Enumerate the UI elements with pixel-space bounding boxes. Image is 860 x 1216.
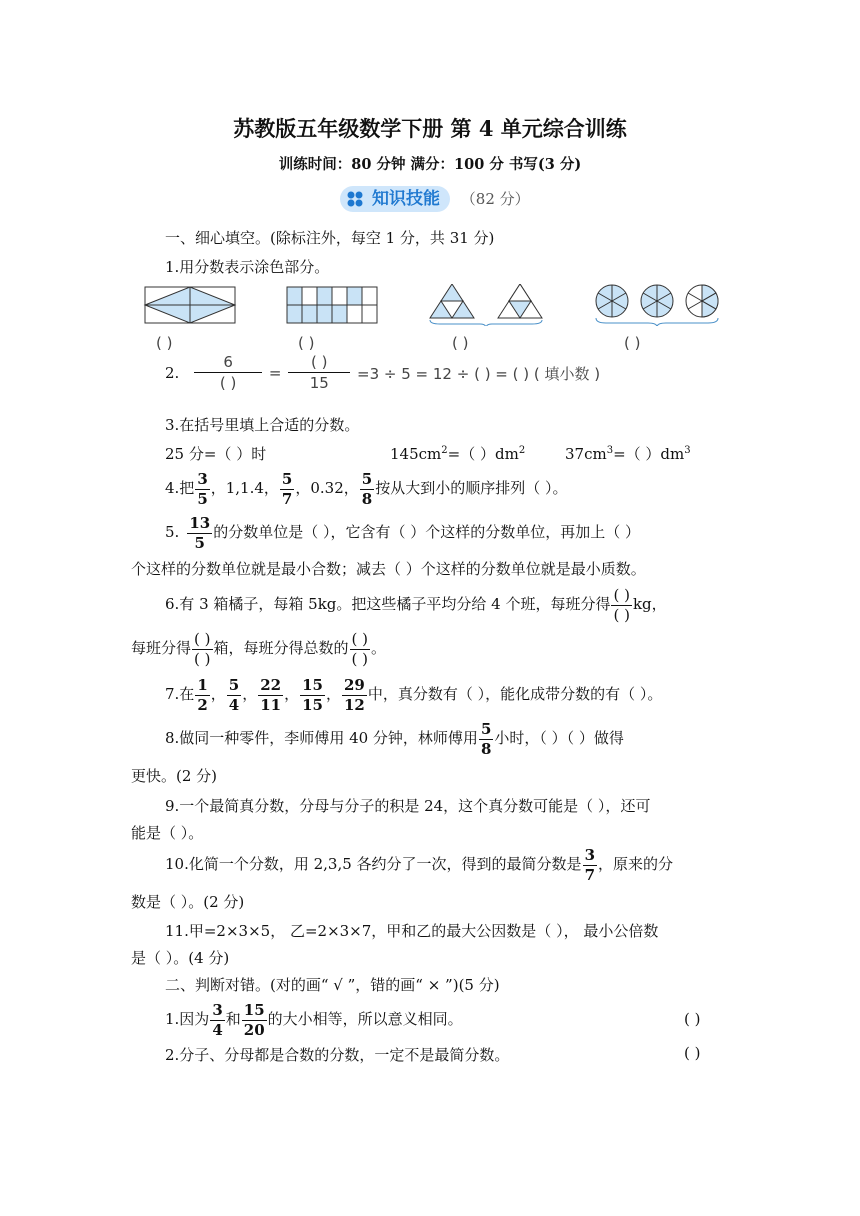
q10-line-2: 数是（ ）。(2 分) bbox=[131, 893, 245, 911]
j1-fraction-1 bbox=[210, 1000, 224, 1039]
q6-unit2: 箱，每班分得总数的 bbox=[213, 639, 349, 657]
q7-f5-d: 12 bbox=[344, 695, 365, 714]
j1-post: 的大小相等，所以意义相同。 bbox=[267, 1010, 463, 1028]
q6-unit1: kg， bbox=[632, 595, 667, 613]
q6-f2-d[interactable]: ( ) bbox=[194, 649, 211, 668]
q3-b-sup2: 2 bbox=[518, 445, 526, 456]
j1-f1-n: 3 bbox=[212, 1000, 223, 1019]
q5-line-2: 个这样的分数单位就是最小合数；减去（ ）个这样的分数单位就是最小质数。 bbox=[131, 560, 646, 578]
judge-question-2: 2.分子、分母都是合数的分数，一定不是最简分数。 bbox=[165, 1046, 510, 1064]
j1-answer-paren[interactable]: ( ) bbox=[684, 1010, 701, 1028]
q7-f5-n: 29 bbox=[344, 675, 365, 694]
q3-part-a: 25 分=（ ）时 bbox=[165, 445, 267, 463]
figure-circles bbox=[596, 285, 718, 326]
j1-pre: 1.因为 bbox=[165, 1010, 210, 1028]
q3-c-sup2: 3 bbox=[684, 445, 691, 456]
q4-f3-d: 8 bbox=[361, 489, 373, 508]
j2-answer-paren[interactable]: ( ) bbox=[684, 1044, 701, 1062]
question-10 bbox=[165, 842, 673, 886]
q11-line-2: 是（ ）。(4 分) bbox=[131, 949, 230, 967]
badge-pill bbox=[340, 186, 450, 212]
judge-question-1 bbox=[165, 997, 463, 1041]
question-3: 3.在括号里填上合适的分数。 bbox=[165, 416, 360, 434]
page-title: 苏教版五年级数学下册 第 4 单元综合训练 bbox=[233, 116, 627, 141]
q8-post: 小时，（ ）（ ）做得 bbox=[494, 729, 624, 747]
q7-f2-d: 4 bbox=[228, 695, 240, 714]
question-7 bbox=[165, 672, 662, 716]
question-4 bbox=[165, 466, 567, 510]
q10-pre: 10.化简一个分数，用 2,3,5 各约分了一次，得到的最简分数是 bbox=[165, 855, 582, 873]
q4-mid2: ，0.32， bbox=[295, 479, 359, 497]
q7-fraction-2 bbox=[227, 675, 241, 714]
q4-fraction-2 bbox=[280, 469, 294, 508]
q4-f2-n: 5 bbox=[281, 469, 293, 488]
q7-sep: ， bbox=[325, 685, 341, 703]
q2-f1-numerator: 6 bbox=[194, 355, 262, 373]
q3-b-pre: 145cm bbox=[390, 445, 442, 463]
q4-f1-n: 3 bbox=[197, 469, 208, 488]
q7-f4-n: 15 bbox=[302, 675, 323, 694]
q6-f1-n[interactable]: ( ) bbox=[613, 585, 630, 604]
q7-sep: ， bbox=[284, 685, 300, 703]
q6-f3-n[interactable]: ( ) bbox=[351, 629, 368, 648]
q10-f-n: 3 bbox=[584, 845, 595, 864]
q5-fraction bbox=[187, 513, 212, 552]
q8-fraction bbox=[479, 719, 493, 758]
q7-sep: ， bbox=[210, 685, 226, 703]
j1-f2-d: 20 bbox=[243, 1020, 265, 1039]
q2-fraction-2 bbox=[288, 355, 350, 391]
q6-line-2 bbox=[131, 626, 386, 670]
clover-icon bbox=[346, 191, 364, 207]
q3-c-sup: 3 bbox=[606, 445, 614, 456]
q2-number: 2. bbox=[165, 364, 180, 382]
q8-f-d: 8 bbox=[480, 739, 492, 758]
badge-label: 知识技能 bbox=[372, 189, 440, 209]
q5-f-n: 13 bbox=[189, 513, 211, 532]
q6-line2-pre: 每班分得 bbox=[131, 639, 192, 657]
q8-f-n: 5 bbox=[480, 719, 492, 738]
q4-f2-d: 7 bbox=[281, 489, 293, 508]
q8-pre: 8.做同一种零件，李师傅用 40 分钟，林师傅用 bbox=[165, 729, 478, 747]
q6-f1-d[interactable]: ( ) bbox=[613, 605, 630, 624]
q7-fraction-4 bbox=[300, 675, 325, 714]
q7-post: 中，真分数有（ ），能化成带分数的有（ ）。 bbox=[367, 685, 663, 703]
q7-f3-d: 11 bbox=[260, 695, 282, 714]
question-11: 11.甲=2×3×5， 乙=2×3×7，甲和乙的最大公因数是（ ）， 最小公倍数 bbox=[165, 922, 659, 940]
q7-f4-d: 15 bbox=[302, 695, 323, 714]
question-2 bbox=[165, 355, 600, 395]
question-8 bbox=[165, 716, 624, 760]
q4-post: 按从大到小的顺序排列（ ）。 bbox=[375, 479, 568, 497]
j1-fraction-2 bbox=[242, 1000, 267, 1039]
section-1-heading: 一、细心填空。(除标注外，每空 1 分，共 31 分) bbox=[165, 229, 495, 247]
q6-end: 。 bbox=[371, 639, 387, 657]
q1-blank-2[interactable]: ( ) bbox=[298, 334, 315, 352]
badge-score: （82 分） bbox=[460, 190, 530, 208]
q3-part-c bbox=[565, 443, 691, 464]
q3-b-mid: =（ ）dm bbox=[447, 445, 519, 463]
q2-f2-numerator[interactable]: ( ) bbox=[288, 355, 350, 373]
q6-f2-n[interactable]: ( ) bbox=[194, 629, 211, 648]
question-9: 9.一个最简真分数，分母与分子的积是 24，这个真分数可能是（ ），还可 bbox=[165, 797, 651, 815]
j1-f2-n: 15 bbox=[243, 1000, 265, 1019]
page-subtitle: 训练时间：80 分钟 满分：100 分 书写(3 分) bbox=[278, 156, 582, 173]
q6-fraction-1[interactable] bbox=[611, 585, 631, 624]
q3-part-b bbox=[390, 443, 525, 464]
q2-f2-denominator: 15 bbox=[309, 374, 329, 392]
q4-pre: 4.把 bbox=[165, 479, 195, 497]
figure-triangles bbox=[430, 284, 542, 326]
q6-f3-d[interactable]: ( ) bbox=[351, 649, 368, 668]
q2-equals: = bbox=[268, 364, 282, 382]
figure-rect-diamond bbox=[145, 287, 235, 323]
q3-c-pre: 37cm bbox=[565, 445, 607, 463]
q3-c-mid: =（ ）dm bbox=[613, 445, 685, 463]
q7-sep: ， bbox=[242, 685, 258, 703]
q7-f2-n: 5 bbox=[228, 675, 240, 694]
q7-f1-d: 2 bbox=[197, 695, 208, 714]
question-1: 1.用分数表示涂色部分。 bbox=[165, 258, 330, 276]
question-6 bbox=[165, 582, 667, 626]
q2-rest: =3 ÷ 5 = 12 ÷ ( ) = ( ) ( 填小数 ) bbox=[357, 364, 601, 383]
q6-pre: 6.有 3 箱橘子，每箱 5kg。把这些橘子平均分给 4 个班，每班分得 bbox=[165, 595, 611, 613]
q8-line-2: 更快。(2 分) bbox=[131, 767, 218, 785]
q7-fraction-1 bbox=[195, 675, 209, 714]
q4-fraction-3 bbox=[360, 469, 374, 508]
question-5 bbox=[165, 510, 640, 554]
section-badge bbox=[340, 186, 530, 212]
q5-pre: 5. bbox=[165, 523, 180, 541]
q4-f1-d: 5 bbox=[197, 489, 208, 508]
q1-blank-1[interactable]: ( ) bbox=[156, 334, 173, 352]
q5-f-d: 5 bbox=[194, 533, 205, 552]
q6-fraction-2[interactable] bbox=[192, 629, 212, 668]
q10-f-d: 7 bbox=[584, 865, 595, 884]
q4-f3-n: 5 bbox=[361, 469, 373, 488]
q1-blank-3[interactable]: ( ) bbox=[452, 334, 469, 352]
q7-f1-n: 1 bbox=[197, 675, 208, 694]
section-2-heading: 二、判断对错。(对的画“ √ ”，错的画“ × ”)(5 分) bbox=[165, 976, 500, 994]
j1-f1-d: 4 bbox=[212, 1020, 223, 1039]
q6-fraction-3[interactable] bbox=[350, 629, 370, 668]
q9-line-2: 能是（ ）。 bbox=[131, 824, 204, 842]
q10-fraction bbox=[583, 845, 597, 884]
q7-fraction-3 bbox=[258, 675, 283, 714]
q1-blank-4[interactable]: ( ) bbox=[624, 334, 641, 352]
q5-post: 的分数单位是（ ），它含有（ ）个这样的分数单位，再加上（ ） bbox=[213, 523, 640, 541]
q1-figures bbox=[140, 284, 740, 326]
j1-mid: 和 bbox=[225, 1010, 241, 1028]
q7-f3-n: 22 bbox=[260, 675, 282, 694]
q10-post: ，原来的分 bbox=[598, 855, 674, 873]
q7-pre: 7.在 bbox=[165, 685, 195, 703]
q4-fraction-1 bbox=[195, 469, 209, 508]
q2-f1-denominator[interactable]: ( ) bbox=[219, 374, 237, 392]
q3-b-sup: 2 bbox=[441, 445, 448, 456]
q2-fraction-1 bbox=[194, 355, 262, 391]
q4-mid1: ，1,1.4， bbox=[210, 479, 279, 497]
q7-fraction-5 bbox=[342, 675, 367, 714]
figure-grid bbox=[287, 287, 377, 323]
